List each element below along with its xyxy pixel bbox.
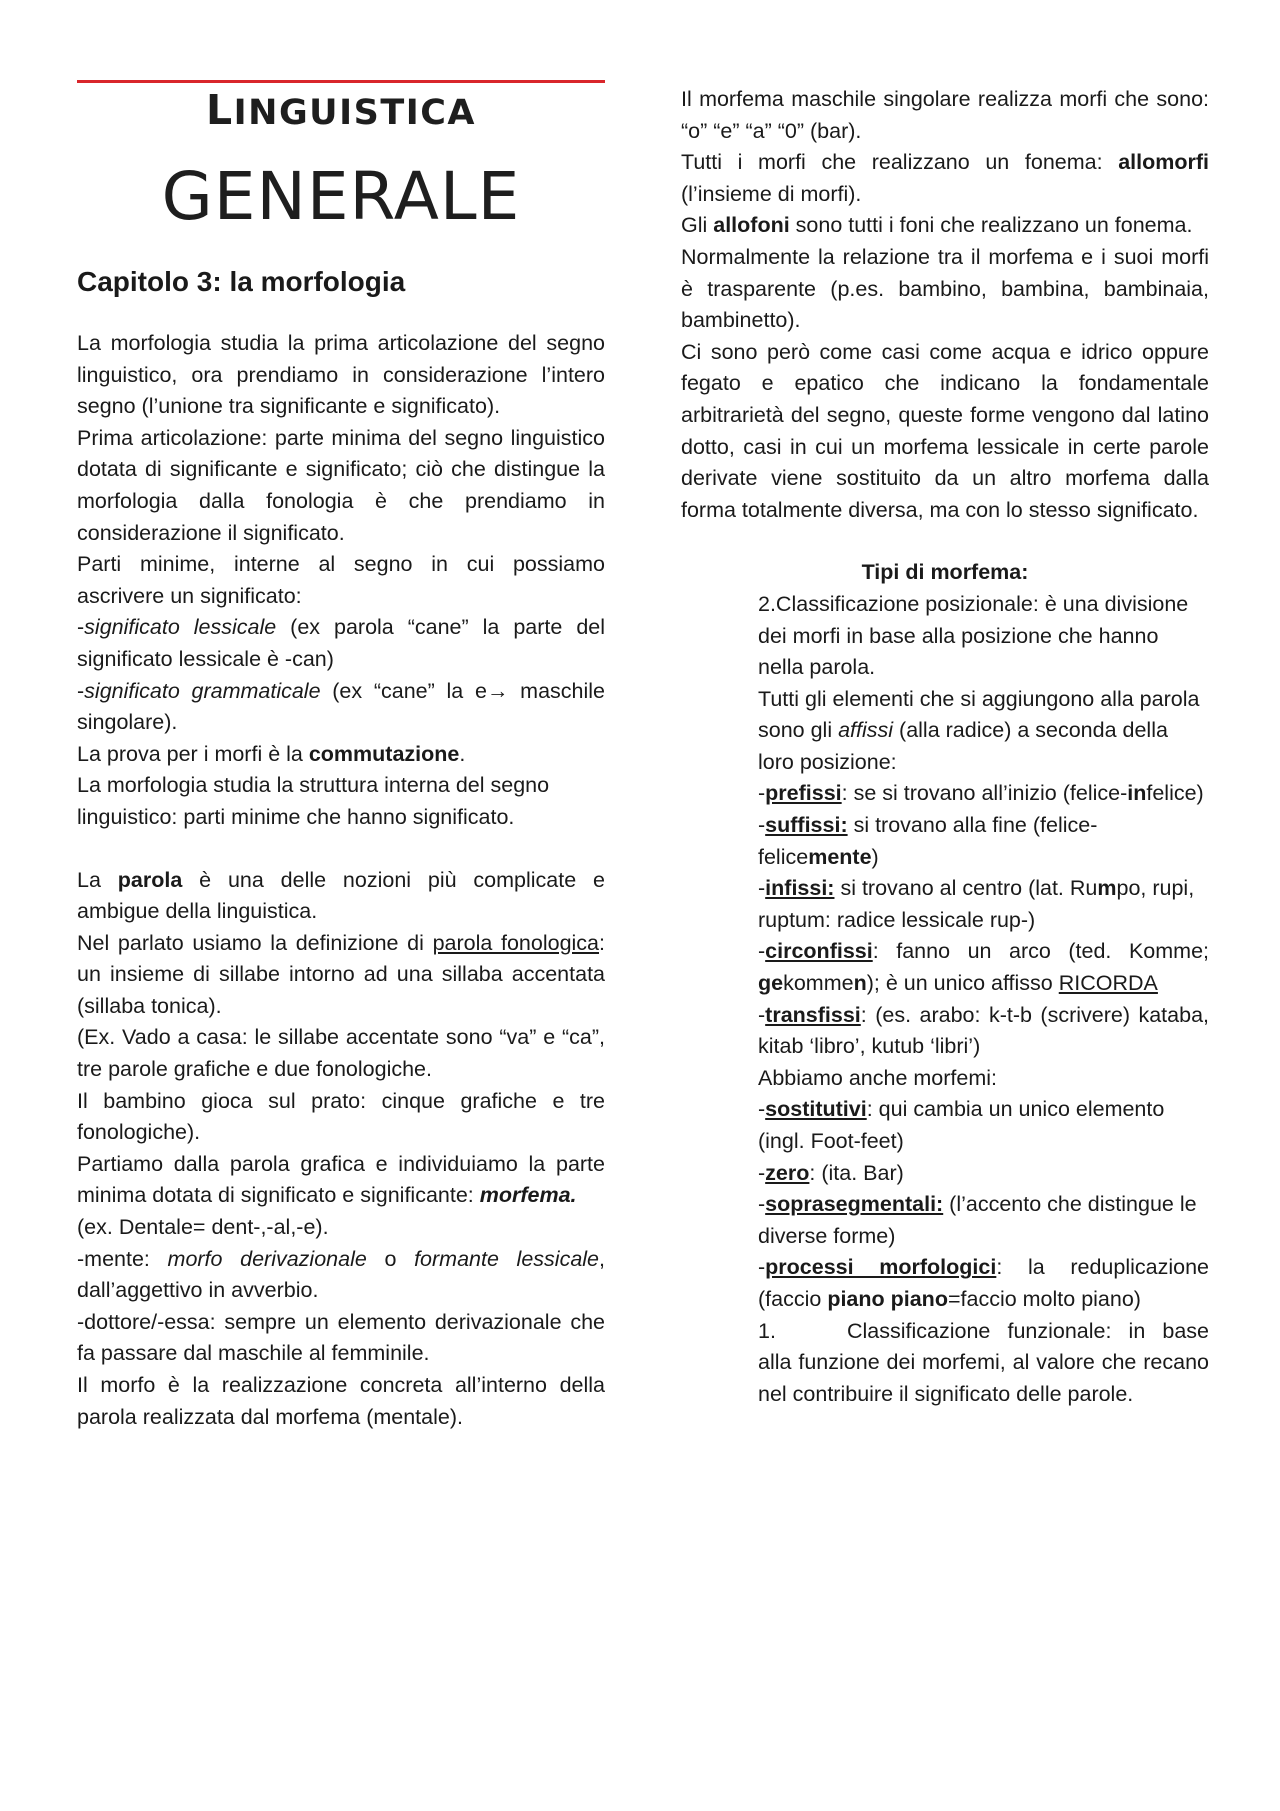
title-line1: LINGUISTICA xyxy=(205,86,476,134)
list-item: -suffissi: si trovano alla fine (felice-felicemente) xyxy=(758,813,1098,869)
section-heading: Tipi di morfema: xyxy=(861,560,1029,585)
paragraph: Tutti gli elementi che si aggiungono alla parola sono gli affissi (alla radice) a seconda della loro posizione: xyxy=(758,686,1200,774)
paragraph: -significato grammaticale (ex “cane” la e→ maschile singolare). xyxy=(77,678,605,735)
paragraph: Partiamo dalla parola grafica e individuiamo la parte minima dotata di significato e significante: morfema. xyxy=(77,1151,605,1208)
chapter-heading: Capitolo 3: la morfologia xyxy=(77,266,406,297)
paragraph: Il morfema maschile singolare realizza morfi che sono: “o” “e” “a” “0” (bar). xyxy=(681,87,1209,143)
list-item: -prefissi: se si trovano all’inizio (felice-infelice) xyxy=(758,781,1204,806)
title-line2: GENERALE xyxy=(161,158,521,235)
paragraph: (ex. Dentale= dent-,-al,-e). xyxy=(77,1215,329,1240)
paragraph: Gli allofoni sono tutti i foni che realizzano un fonema. xyxy=(681,213,1193,238)
paragraph: Il morfo è la realizzazione concreta all’interno della parola realizzata dal morfema (mentale). xyxy=(77,1373,605,1429)
list-item: -zero: (ita. Bar) xyxy=(758,1160,904,1185)
numbered-item: 1. Classificazione funzionale: in base alla funzione dei morfemi, al valore che recano nel contribuire il significato delle parole. xyxy=(758,1318,1209,1406)
list-item: -soprasegmentali: (l’accento che distingue le diverse forme) xyxy=(758,1192,1197,1248)
list-item: -transfissi: (es. arabo: k-t-b (scrivere) kataba, kitab ‘libro’, kutub ‘libri’) xyxy=(758,1002,1209,1059)
paragraph: Parti minime, interne al segno in cui possiamo ascrivere un significato: xyxy=(77,552,605,608)
list-item: -infissi: si trovano al centro (lat. Rumpo, rupi, ruptum: radice lessicale rup-) xyxy=(758,876,1195,932)
paragraph: Abbiamo anche morfemi: xyxy=(758,1065,997,1090)
paragraph: La morfologia studia la prima articolazione del segno linguistico, ora prendiamo in considerazione l’intero segno (l’unione tra significante e significato). xyxy=(77,331,605,419)
paragraph: -dottore/-essa: sempre un elemento derivazionale che fa passare dal maschile al femminile. xyxy=(77,1309,605,1366)
paragraph: Tutti i morfi che realizzano un fonema: allomorfi (l’insieme di morfi). xyxy=(681,150,1209,206)
title-rule xyxy=(77,80,605,83)
right-column xyxy=(681,84,1209,1410)
paragraph: -significato lessicale (ex parola “cane” la parte del significato lessicale è -can) xyxy=(77,615,606,671)
paragraph: La morfologia studia la struttura interna del segno linguistico: parti minime che hanno significato. xyxy=(77,773,550,829)
paragraph: Prima articolazione: parte minima del segno linguistico dotata di significante e significato; ciò che distingue la morfologia dalla fonologia è che prendiamo in considerazione il significato. xyxy=(77,425,605,545)
paragraph: -mente: morfo derivazionale o formante lessicale, dall’aggettivo in avverbio. xyxy=(77,1246,605,1303)
paragraph: Il bambino gioca sul prato: cinque grafiche e tre fonologiche). xyxy=(77,1088,605,1145)
list-item: -sostitutivi: qui cambia un unico elemento (ingl. Foot-feet) xyxy=(758,1097,1165,1153)
morpheme-types-section xyxy=(758,557,1209,1410)
paragraph: Normalmente la relazione tra il morfema e i suoi morfi è trasparente (p.es. bambino, bambina, bambinaia, bambinetto). xyxy=(681,244,1209,333)
list-item: -processi morfologici: la reduplicazione (faccio piano piano=faccio molto piano) xyxy=(758,1255,1209,1311)
left-column xyxy=(77,80,605,1433)
paragraph: La prova per i morfi è la commutazione. xyxy=(77,741,466,766)
paragraph: Ci sono però come casi come acqua e idrico oppure fegato e epatico che indicano la fondamentale arbitrarietà del segno, queste forme vengono dal latino dotto, casi in cui un morfema lessicale in certe parole derivate viene sostituito da un altro morfema dalla forma totalmente diversa, ma con lo stesso significato. xyxy=(681,339,1209,522)
list-item: -circonfissi: fanno un arco (ted. Komme; gekommen); è un unico affisso RICORDA xyxy=(758,939,1209,996)
paragraph: (Ex. Vado a casa: le sillabe accentate sono “va” e “ca”, tre parole grafiche e due fonologiche. xyxy=(77,1025,605,1082)
paragraph: La parola è una delle nozioni più complicate e ambigue della linguistica. xyxy=(77,867,605,924)
paragraph: 2.Classificazione posizionale: è una divisione dei morfi in base alla posizione che hanno nella parola. xyxy=(758,591,1189,680)
paragraph: Nel parlato usiamo la definizione di parola fonologica: un insieme di sillabe intorno ad una sillaba accentata (sillaba tonica). xyxy=(77,930,605,1018)
